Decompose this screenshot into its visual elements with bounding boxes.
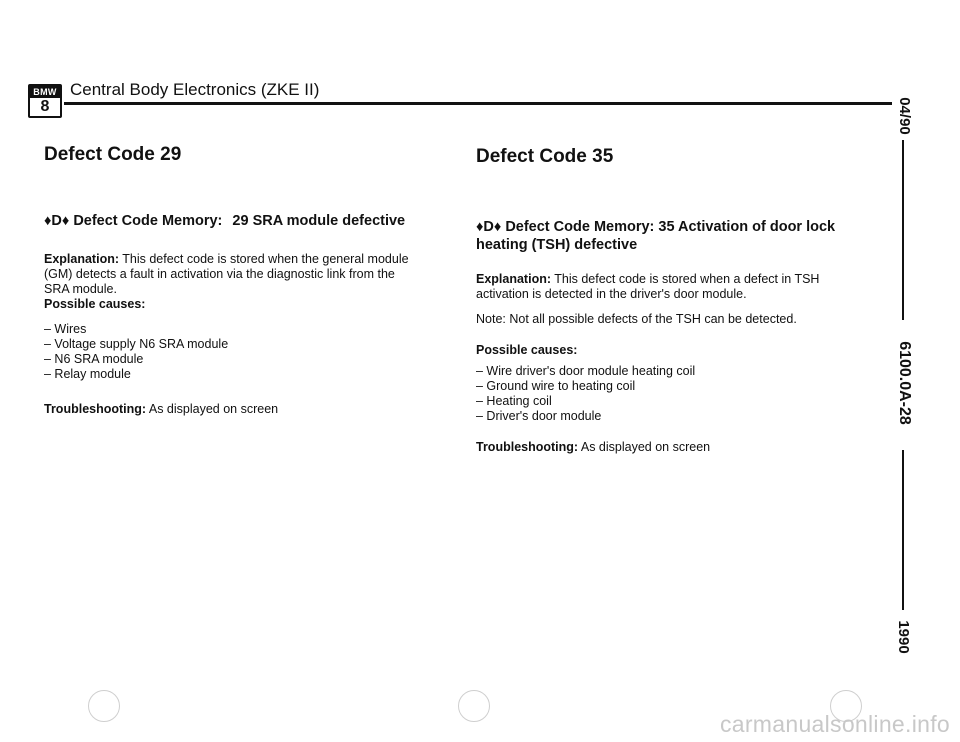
left-causes-list (44, 322, 228, 382)
left-troubleshooting-label: Troubleshooting: (44, 402, 147, 416)
binder-hole-left (88, 690, 120, 722)
right-memory-line (476, 218, 846, 254)
header-divider (64, 102, 892, 105)
side-line-1 (902, 140, 904, 320)
page-title: Central Body Electronics (ZKE II) (70, 80, 320, 99)
logo-brand: BMW (30, 86, 60, 98)
logo-series: 8 (40, 98, 50, 115)
right-causes-list (476, 364, 695, 424)
right-causes-label: Possible causes: (476, 343, 578, 357)
right-memory-label: Defect Code Memory: (505, 219, 655, 235)
right-memory-text: 35 Activation of door lock heating (TSH) defective (476, 219, 836, 253)
right-troubleshooting (476, 440, 710, 455)
list-item: – Wire driver's door module heating coil (476, 364, 696, 378)
list-item: – Heating coil (476, 394, 552, 408)
left-heading: Defect Code 29 (44, 144, 182, 165)
right-explanation-text: This defect code is stored when a defect in TSH activation is detected in the driver's door module. (476, 272, 820, 301)
left-memory-prefix: ♦D♦ (44, 213, 70, 229)
right-explanation-label: Explanation: (476, 272, 552, 286)
right-troubleshooting-label: Troubleshooting: (476, 440, 579, 454)
left-explanation (44, 252, 414, 297)
side-code: 6100.0A-28 (896, 341, 913, 425)
left-memory-line (44, 212, 424, 230)
list-item: – N6 SRA module (44, 352, 144, 366)
right-note: Note: Not all possible defects of the TSH can be detected. (476, 312, 797, 326)
left-causes-label: Possible causes: (44, 297, 146, 311)
list-item: – Wires (44, 322, 87, 336)
watermark: carmanualsonline.info (719, 711, 950, 737)
side-year: 1990 (895, 620, 912, 654)
left-memory-label: Defect Code Memory: (73, 213, 223, 229)
side-line-2 (902, 450, 904, 610)
list-item: – Voltage supply N6 SRA module (44, 337, 229, 351)
list-item: – Driver's door module (476, 409, 602, 423)
left-explanation-text: This defect code is stored when the general module (GM) detects a fault in activation via the diagnostic link from the SRA module. (44, 252, 409, 296)
left-memory-text: 29 SRA module defective (232, 213, 406, 229)
binder-hole-center (458, 690, 490, 722)
list-item: – Relay module (44, 367, 131, 381)
list-item: – Ground wire to heating coil (476, 379, 636, 393)
right-explanation (476, 272, 856, 302)
left-explanation-label: Explanation: (44, 252, 120, 266)
left-troubleshooting (44, 402, 278, 417)
side-date: 04/90 (896, 97, 913, 135)
right-troubleshooting-text: As displayed on screen (580, 440, 711, 454)
right-heading: Defect Code 35 (476, 146, 614, 167)
bmw-logo (28, 84, 62, 118)
left-troubleshooting-text: As displayed on screen (148, 402, 279, 416)
right-memory-prefix: ♦D♦ (476, 219, 502, 235)
